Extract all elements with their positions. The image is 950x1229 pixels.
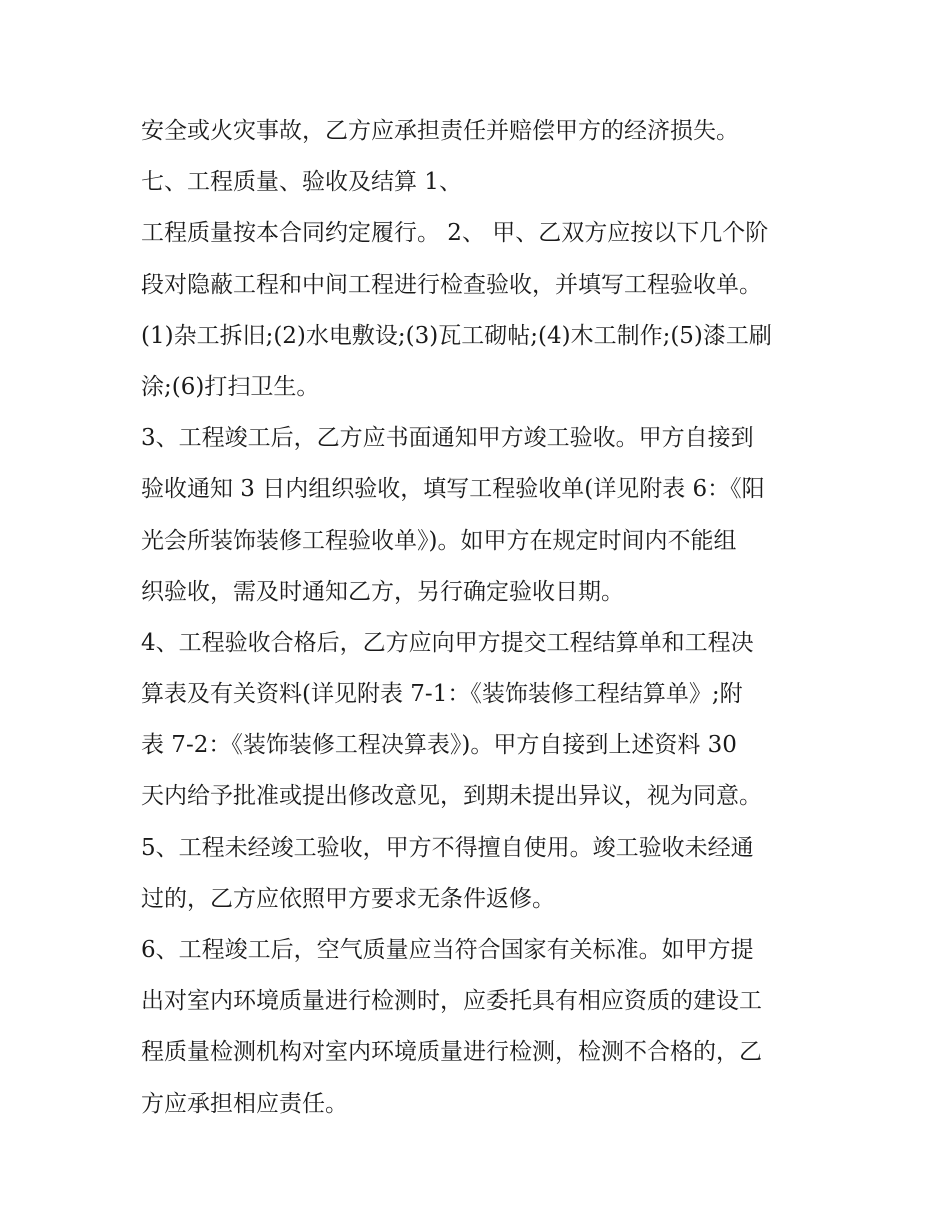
text-line: 段对隐蔽工程和中间工程进行检查验收，并填写工程验收单。 [141,271,762,298]
section-heading: 七、工程质量、验收及结算 1、 [141,169,462,196]
text-line: 织验收，需及时通知乙方，另行确定验收日期。 [141,578,624,605]
text-line: 涂;(6)打扫卫生。 [141,373,320,400]
text-line: 天内给予批准或提出修改意见，到期未提出异议，视为同意。 [141,783,762,810]
text-line: 程质量检测机构对室内环境质量进行检测，检测不合格的，乙 [141,1039,762,1066]
text-line: 安全或火灾事故，乙方应承担责任并赔偿甲方的经济损失。 [141,118,739,144]
text-line: 过的，乙方应依照甲方要求无条件返修。 [141,885,555,912]
text-line: 验收通知 3 日内组织验收，填写工程验收单(详见附表 6：《阳 [141,476,765,503]
text-line: 出对室内环境质量进行检测时，应委托具有相应资质的建设工 [141,988,762,1015]
text-line: 表 7-2：《装饰装修工程决算表》)。甲方自接到上述资料 30 [141,732,737,759]
text-line: 光会所装饰装修工程验收单》)。如甲方在规定时间内不能组 [141,527,737,554]
text-line: 方应承担相应责任。 [141,1090,348,1117]
document-body [141,106,831,1130]
text-line: 4、工程验收合格后，乙方应向甲方提交工程结算单和工程决 [141,629,754,656]
text-line: (1)杂工拆旧;(2)水电敷设;(3)瓦工砌帖;(4)木工制作;(5)漆工刷 [141,322,772,349]
text-line: 3、工程竣工后，乙方应书面通知甲方竣工验收。甲方自接到 [141,425,754,452]
text-line: 5、工程未经竣工验收，甲方不得擅自使用。竣工验收未经通 [141,834,754,861]
text-line: 工程质量按本合同约定履行。 2、 甲、乙双方应按以下几个阶 [141,220,769,247]
text-line: 6、工程竣工后，空气质量应当符合国家有关标准。如甲方提 [141,937,754,963]
text-line: 算表及有关资料(详见附表 7-1：《装饰装修工程结算单》;附 [141,681,743,708]
